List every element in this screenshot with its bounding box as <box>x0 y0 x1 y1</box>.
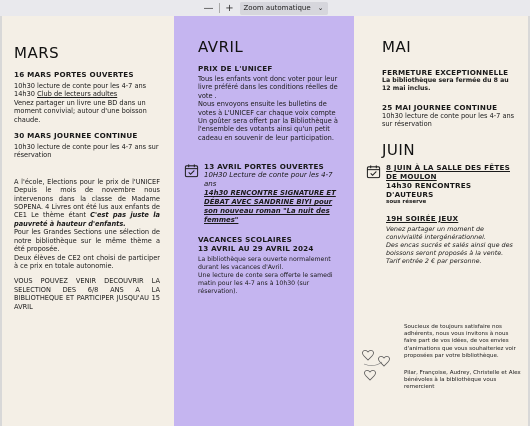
mars-elections-text <box>14 178 160 228</box>
avril-po-line2: 14h30 RENCONTRE SIGNATURE ET DÉBAT AVEC SANDRINE BIYI pour son nouveau roman "La nuit des femmes" <box>204 189 336 225</box>
avril-vac-p2: Une lecture de conte sera offerte le samedi matin pour les 4-7 ans à 10h30 (sur réservation). <box>198 272 333 296</box>
juin-rencontres: 14h30 RENCONTRES D'AUTEURS <box>386 180 472 199</box>
calendar-check-icon <box>366 164 381 179</box>
pdf-toolbar <box>0 0 530 16</box>
mars-event2-line1: 10h30 lecture de conte pour les 4-7 ans sur réservation <box>14 143 159 160</box>
avril-unicef-p2: Nous envoyons ensuite les bulletins de votes à L'UNICEF car chaque voix compte Un goûter sera offert par la Bibliothèque à l'ensemble des votants ainsi qu'un petit cadeau en souvenir de leur participation. <box>198 100 338 142</box>
juin-soiree-title: 19H SOIRÉE JEUX <box>386 213 459 223</box>
juin-soiree-p3: Tarif entrée 2 € par personne. <box>386 256 482 265</box>
mai-jc-text: 10h30 lecture de conte pour les 4-7 ans sur réservation <box>382 112 515 129</box>
column-mars <box>2 16 174 426</box>
zoom-out-button[interactable]: — <box>203 2 214 14</box>
mars-grandes-sections: Pour les Grandes Sections une sélection de notre bibliothèque sur le même thème a été proposée. <box>14 228 160 254</box>
juin-salle-fetes <box>366 163 516 206</box>
avril-po-title: 13 AVRIL PORTES OUVERTES <box>204 162 324 172</box>
juin-salle-title: 8 JUIN À LA SALLE DES FÊTES DE MOULON <box>386 162 510 181</box>
mars-event1-line2 <box>14 90 160 98</box>
avril-unicef-p1: Tous les enfants vont donc voter pour leur livre préféré dans les conditions réelles de vote . <box>198 75 338 100</box>
month-title-mars: MARS <box>14 44 60 62</box>
juin-note: Soucieux de toujours satisfaire nos adhérents, nous vous invitons à nous faire part de vos idées, de vos envies d'animations que vous souhaiteriez voir proposées par votre bibliothèque. <box>404 324 516 359</box>
newsletter-page <box>2 16 528 426</box>
column-mai-juin <box>354 16 528 426</box>
chevron-down-icon: ⌄ <box>317 4 324 12</box>
mars-event2-title: 30 MARS JOURNEE CONTINUE <box>14 131 138 141</box>
mars-ce2: Deux élèves de CE2 ont choisi de participer à ce prix en totale autonomie. <box>14 253 160 270</box>
toolbar-separator <box>219 3 220 13</box>
avril-vac-title1: VACANCES SCOLAIRES <box>198 235 292 245</box>
mai-fermeture-title: FERMETURE EXCEPTIONNELLE <box>382 68 509 77</box>
juin-sous-reserve: sous réserve <box>386 198 427 205</box>
mars-theme: C'est pas juste la pauvreté à hauteur d'enfants. <box>14 211 160 228</box>
mars-event1-line1: 10h30 lecture de conte pour les 4-7 ans <box>14 82 147 90</box>
juin-soiree-p1: Venez partager un moment de convivialité intergénérationnel. <box>386 224 486 241</box>
mars-event1-title: 16 MARS PORTES OUVERTES <box>14 70 134 79</box>
avril-vac-p1: La bibliothèque sera ouverte normalement durant les vacances d'Avril. <box>198 256 331 272</box>
zoom-select-value: Zoom automatique <box>243 4 311 12</box>
month-title-juin: JUIN <box>382 140 416 159</box>
avril-unicef-title: PRIX DE L'UNICEF <box>198 64 273 73</box>
mars-event1-line3: Venez partager un livre une BD dans un moment convivial; autour d'une boisson chaude. <box>14 98 147 124</box>
club-lecteurs-link[interactable]: Club de lecteurs adultes <box>37 90 118 99</box>
hearts-doodle-icon <box>362 346 396 386</box>
month-title-avril: AVRIL <box>198 38 244 56</box>
zoom-select[interactable] <box>240 2 328 15</box>
mai-jc-title: 25 MAI JOURNEE CONTINUE <box>382 103 498 112</box>
month-title-mai: MAI <box>382 38 412 56</box>
juin-signature: Pilar, Françoise, Audrey, Christelle et Alex bénévoles à la bibliothèque vous remercient <box>404 370 521 391</box>
avril-po-line1: 10H30 Lecture de conte pour les 4-7 ans <box>204 171 333 189</box>
mars-event1-time: 14h30 <box>14 90 38 99</box>
mars-selection: VOUS POUVEZ VENIR DECOUVRIR LA SELECTION DES 6/8 ANS A LA BIBLIOTHEQUE ET PARTICIPER JUSQU'AU 15 AVRIL <box>14 277 160 311</box>
mai-fermeture-text: La bibliothèque sera fermée du 8 au 12 mai inclus. <box>382 77 509 92</box>
avril-portes-ouvertes <box>184 162 344 225</box>
mars-elections-a: A l'école, Elections pour le prix de l'UNICEF Depuis le mois de novembre nous intervenons dans la classe de Madame SOPENA. 4 Livres ont été lus aux enfants de CE1 Le thème étant <box>14 177 160 220</box>
zoom-in-button[interactable]: + <box>225 2 234 14</box>
calendar-check-icon <box>184 163 199 178</box>
juin-soiree-p2: Des encas sucrés et salés ainsi que des boissons seront proposés à la vente. <box>386 240 513 257</box>
avril-vac-title2: 13 AVRIL AU 29 AVRIL 2024 <box>198 244 314 254</box>
column-avril <box>174 16 354 426</box>
